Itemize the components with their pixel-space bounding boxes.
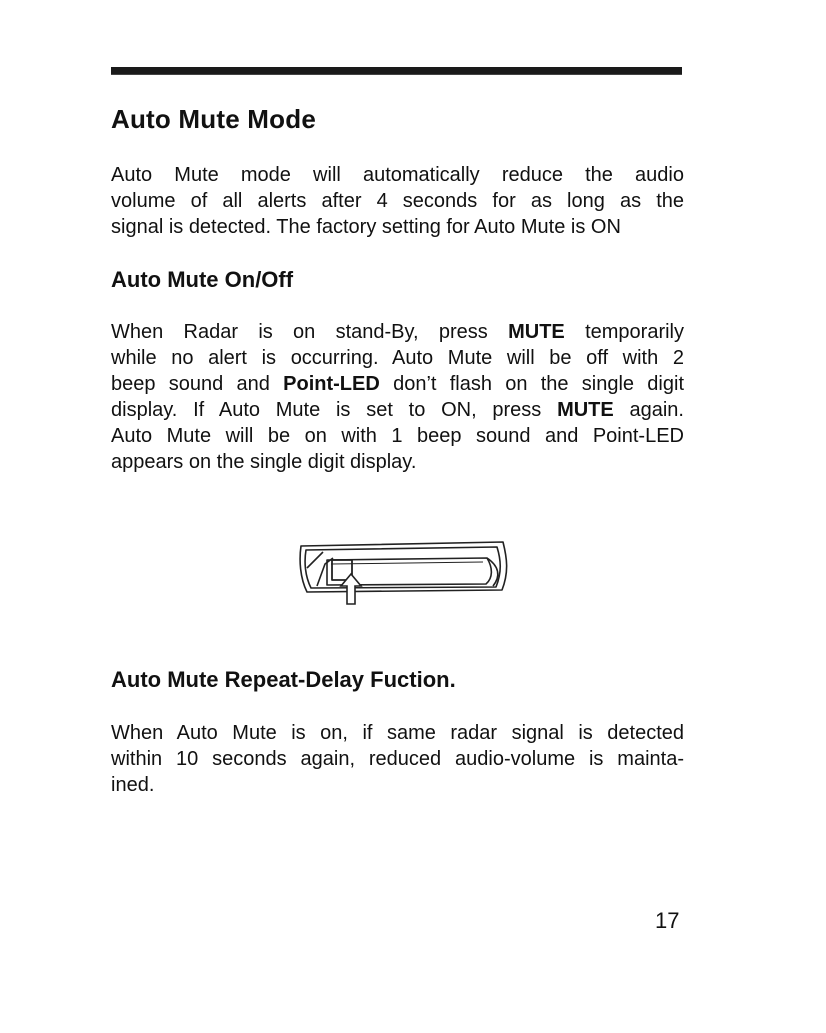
arrow-up-icon: [341, 574, 361, 604]
mute-button-label: MUTE: [508, 321, 565, 343]
paragraph-line: volume of all alerts after 4 seconds for as long as the: [111, 190, 684, 212]
section-title-auto-mute-on-off: Auto Mute On/Off: [111, 267, 294, 292]
auto-mute-on-off-paragraph: [111, 319, 684, 475]
text-segment: When Radar is on stand-By, press: [111, 321, 509, 343]
paragraph-line: appears on the single digit display.: [111, 451, 417, 473]
text-segment: don’t flash on the single digit: [379, 373, 685, 395]
paragraph-line: within 10 seconds again, reduced audio-volume is mainta-: [111, 748, 684, 770]
text-segment: beep sound and: [111, 373, 284, 395]
paragraph-line: When Auto Mute is on, if same radar signal is detected: [111, 722, 684, 744]
section-title-repeat-delay: Auto Mute Repeat-Delay Fuction.: [111, 667, 456, 692]
auto-mute-mode-paragraph: [111, 162, 684, 240]
text-segment: display. If Auto Mute is set to ON, press: [111, 399, 558, 421]
page-number: 17: [655, 908, 680, 933]
paragraph-line: [111, 397, 684, 423]
mute-button-label: MUTE: [557, 399, 614, 421]
paragraph-line: Auto Mute will be on with 1 beep sound and Point-LED: [111, 425, 684, 447]
display-illustration-icon: [297, 538, 511, 610]
section-title-auto-mute-mode: Auto Mute Mode: [111, 104, 316, 134]
text-segment: again.: [613, 399, 684, 421]
text-segment: temporarily: [564, 321, 684, 343]
paragraph-line: signal is detected. The factory setting for Auto Mute is ON: [111, 216, 621, 238]
header-rule: [111, 67, 682, 75]
paragraph-line: [111, 371, 684, 397]
repeat-delay-paragraph: [111, 720, 684, 798]
paragraph-line: ined.: [111, 774, 155, 796]
paragraph-line: while no alert is occurring. Auto Mute will be off with 2: [111, 347, 684, 369]
paragraph-line: [111, 319, 684, 345]
point-led-label: Point-LED: [283, 373, 380, 395]
paragraph-line: Auto Mute mode will automatically reduce the audio: [111, 164, 684, 186]
